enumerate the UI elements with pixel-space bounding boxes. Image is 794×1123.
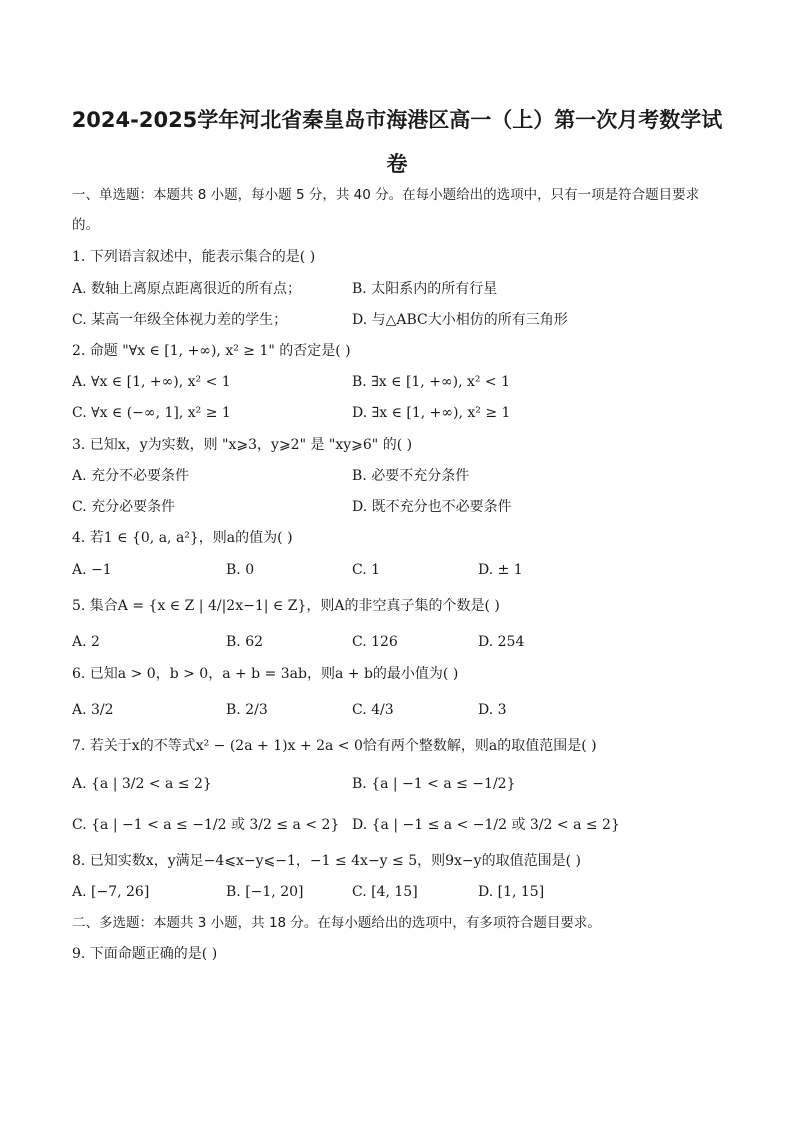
question-7-stem: 7. 若关于x的不等式x² − (2a + 1)x + 2a < 0恰有两个整数解，则a的取值范围是( ): [72, 738, 597, 754]
question-5-option-a: A. 2: [72, 634, 100, 650]
question-5-option-b: B. 62: [226, 634, 264, 650]
question-6-stem: 6. 已知a > 0，b > 0，a + b = 3ab，则a + b的最小值为( ): [72, 666, 459, 682]
section-1-heading-cont: 的。: [72, 217, 99, 233]
question-8-stem: 8. 已知实数x，y满足−4⩽x−y⩽−1，−1 ≤ 4x−y ≤ 5，则9x−y的取值范围是( ): [72, 853, 581, 869]
exam-title-line-1: 2024-2025学年河北省秦皇岛市海港区高一（上）第一次月考数学试: [71, 108, 723, 132]
question-5-option-c: C. 126: [352, 634, 398, 650]
question-2-option-a: A. ∀x ∈ [1, +∞), x² < 1: [72, 374, 231, 390]
question-7-option-b: B. {a | −1 < a ≤ −1/2}: [352, 776, 516, 792]
question-6-option-a: A. 3/2: [72, 702, 114, 718]
question-1-option-c: C. 某高一年级全体视力差的学生；: [72, 312, 288, 328]
question-6-option-d: D. 3: [478, 702, 507, 718]
question-2-option-b: B. ∃x ∈ [1, +∞), x² < 1: [352, 374, 511, 390]
section-2-heading: 二、多选题：本题共 3 小题，共 18 分。在每小题给出的选项中，有多项符合题目要求。: [72, 915, 601, 931]
question-4-option-c: C. 1: [352, 562, 381, 578]
question-5-stem: 5. 集合A = {x ∈ Z | 4/|2x−1| ∈ Z}，则A的非空真子集的个数是( ): [72, 598, 500, 614]
question-8-option-b: B. [−1, 20]: [226, 884, 304, 900]
question-5-option-d: D. 254: [478, 634, 525, 650]
question-8-option-a: A. [−7, 26]: [72, 884, 150, 900]
question-7-option-a: A. {a | 3/2 < a ≤ 2}: [72, 776, 212, 792]
exam-title: [60, 98, 734, 186]
question-2-option-d: D. ∃x ∈ [1, +∞), x² ≥ 1: [352, 405, 511, 421]
question-1-option-d: D. 与△ABC大小相仿的所有三角形: [352, 312, 568, 328]
question-1-stem: 1. 下列语言叙述中，能表示集合的是( ): [72, 249, 316, 265]
question-1-option-a: A. 数轴上离原点距离很近的所有点；: [72, 281, 302, 297]
section-1-heading: 一、单选题：本题共 8 小题，每小题 5 分，共 40 分。在每小题给出的选项中，只有一项是符合题目要求: [72, 187, 700, 203]
question-6-option-c: C. 4/3: [352, 702, 394, 718]
question-3-option-b: B. 必要不充分条件: [352, 468, 470, 484]
question-8-option-c: C. [4, 15]: [352, 884, 418, 900]
question-9-stem: 9. 下面命题正确的是( ): [72, 946, 218, 962]
question-7-option-d: D. {a | −1 ≤ a < −1/2 或 3/2 < a ≤ 2}: [352, 817, 620, 833]
question-3-stem: 3. 已知x，y为实数，则 "x⩾3，y⩾2" 是 "xy⩾6" 的( ): [72, 437, 413, 453]
question-3-option-d: D. 既不充分也不必要条件: [352, 499, 512, 515]
question-2-option-c: C. ∀x ∈ (−∞, 1], x² ≥ 1: [72, 405, 231, 421]
question-1-option-b: B. 太阳系内的所有行星: [352, 281, 498, 297]
question-4-option-b: B. 0: [226, 562, 255, 578]
question-4-option-d: D. ± 1: [478, 562, 523, 578]
question-3-option-c: C. 充分必要条件: [72, 499, 176, 515]
question-4-option-a: A. −1: [72, 562, 112, 578]
question-6-option-b: B. 2/3: [226, 702, 268, 718]
question-8-option-d: D. [1, 15]: [478, 884, 545, 900]
question-4-stem: 4. 若1 ∈ {0, a, a²}，则a的值为( ): [72, 530, 293, 546]
exam-title-line-2: 卷: [386, 152, 408, 176]
question-3-option-a: A. 充分不必要条件: [72, 468, 190, 484]
question-7-option-c: C. {a | −1 < a ≤ −1/2 或 3/2 ≤ a < 2}: [72, 817, 340, 833]
question-2-stem: 2. 命题 "∀x ∈ [1, +∞), x² ≥ 1" 的否定是( ): [72, 343, 351, 359]
